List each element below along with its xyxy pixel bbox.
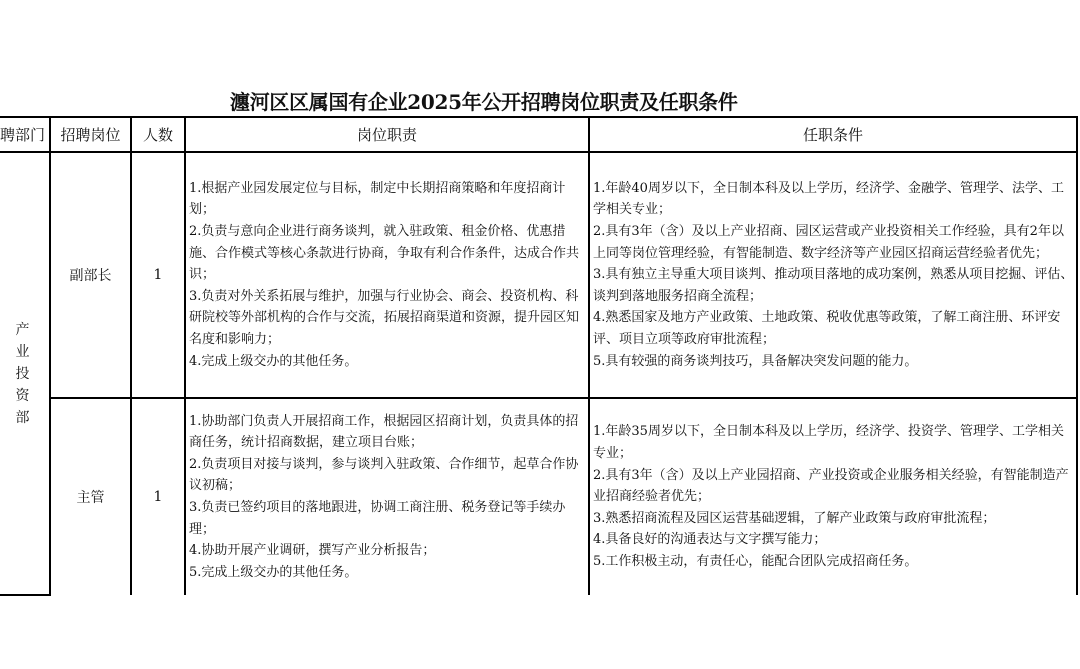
duty-item: 1.根据产业园发展定位与目标，制定中长期招商策略和年度招商计划；	[189, 180, 566, 218]
department-cell	[0, 152, 50, 595]
position-cell: 副部长	[50, 152, 131, 398]
count-cell: 1	[131, 152, 185, 398]
requirement-item: 4.熟悉国家及地方产业政策、土地政策、税收优惠等政策，了解工商注册、环评安评、项目立项等政府审批流程；	[593, 310, 1061, 347]
duty-item: 5.完成上级交办的其他任务。	[189, 564, 358, 580]
requirement-item: 5.具有较强的商务谈判技巧，具备解决突发问题的能力。	[593, 353, 918, 369]
header-department: 聘部门	[0, 117, 50, 152]
duty-item: 3.负责对外关系拓展与维护，加强与行业协会、商会、投资机构、科研院校等外部机构的合作与交流，拓展招商渠道和资源，提升园区知名度和影响力；	[189, 288, 580, 347]
requirement-item: 2.具有3年（含）及以上产业招商、园区运营或产业投资相关工作经验，具有2年以上同等岗位管理经验，有智能制造、数字经济等产业园区招商运营经验者优先；	[593, 224, 1064, 261]
requirement-item: 1.年龄40周岁以下，全日制本科及以上学历，经济学、金融学、管理学、法学、工学相关专业；	[593, 180, 1064, 218]
recruitment-table	[0, 116, 1078, 596]
duty-item: 4.协助开展产业调研，撰写产业分析报告；	[189, 543, 436, 559]
requirement-item: 2.具有3年（含）及以上产业园招商、产业投资或企业服务相关经验，有智能制造产业招商经验者优先；	[593, 467, 1069, 505]
requirements-cell	[589, 398, 1077, 595]
duties-cell	[185, 398, 589, 595]
table-row	[0, 152, 1077, 398]
header-row	[0, 117, 1077, 152]
duty-item: 1.协助部门负责人开展招商工作，根据园区招商计划，负责具体的招商任务，统计招商数据，建立项目台账；	[189, 413, 579, 451]
requirement-item: 1.年龄35周岁以下，全日制本科及以上学历，经济学、投资学、管理学、工学相关专业；	[593, 424, 1064, 462]
requirement-item: 4.具备良好的沟通表达与文字撰写能力；	[593, 532, 827, 548]
duty-item: 3.负责已签约项目的落地跟进，协调工商注册、税务登记等手续办理；	[189, 500, 566, 537]
duty-item: 4.完成上级交办的其他任务。	[189, 353, 358, 369]
duties-cell	[185, 152, 589, 398]
requirement-item: 3.熟悉招商流程及园区运营基础逻辑，了解产业政策与政府审批流程；	[593, 510, 996, 526]
header-requirements: 任职条件	[589, 117, 1077, 152]
requirement-item: 3.具有独立主导重大项目谈判、推动项目落地的成功案例，熟悉从项目挖掘、评估、谈判到落地服务招商全流程；	[593, 267, 1074, 304]
header-duties: 岗位职责	[185, 117, 589, 152]
department-name: 产业投资部	[15, 321, 30, 426]
duty-item: 2.负责项目对接与谈判，参与谈判入驻政策、合作细节，起草合作协议初稿；	[189, 456, 579, 494]
requirements-cell	[589, 152, 1077, 398]
header-count: 人数	[131, 117, 185, 152]
requirement-item: 5.工作积极主动，有责任心，能配合团队完成招商任务。	[593, 553, 918, 569]
count-cell: 1	[131, 398, 185, 595]
document-title: 瀍河区区属国有企业2025年公开招聘岗位职责及任职条件	[230, 90, 738, 114]
position-cell: 主管	[50, 398, 131, 595]
header-position: 招聘岗位	[50, 117, 131, 152]
duty-item: 2.负责与意向企业进行商务谈判，就入驻政策、租金价格、优惠措施、合作模式等核心条款进行协商，争取有利合作条件，达成合作共识；	[189, 224, 580, 283]
table-row	[0, 398, 1077, 595]
